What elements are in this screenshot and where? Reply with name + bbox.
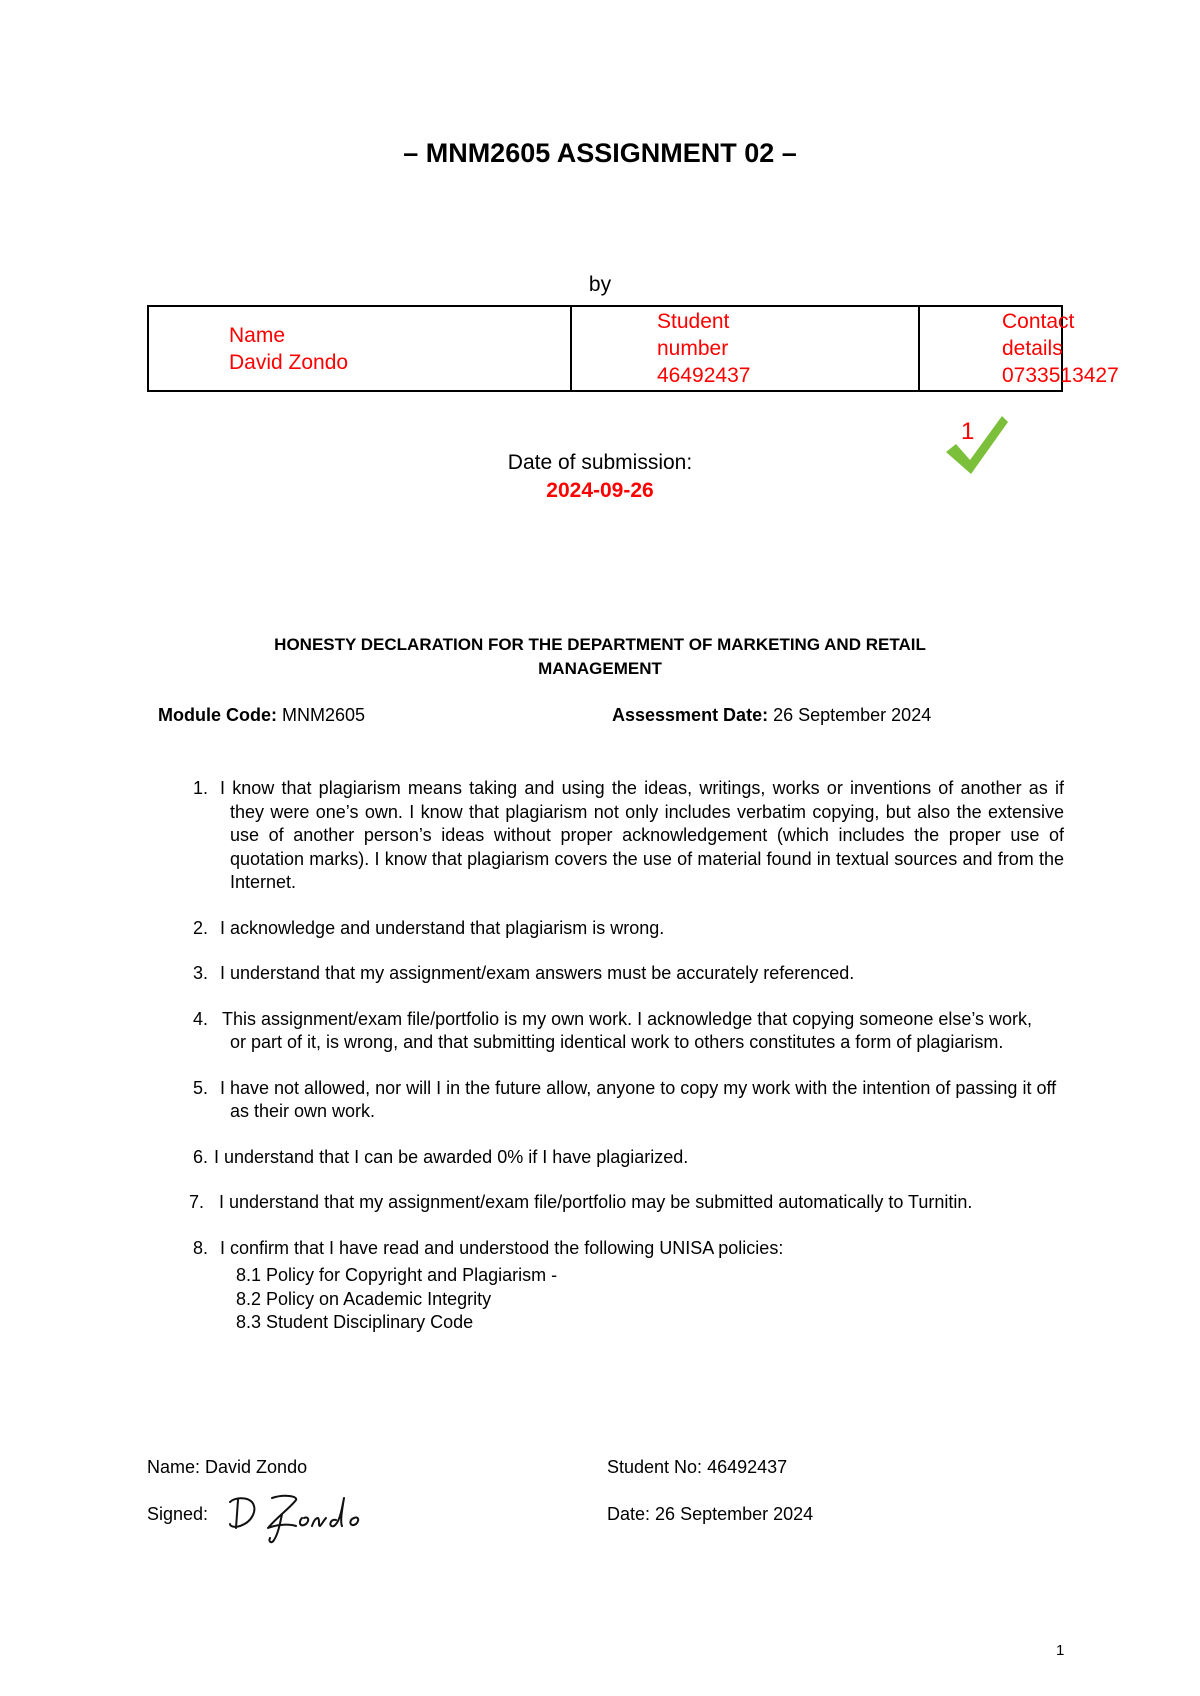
footer-date-label: Date: [607,1504,651,1524]
item-text: I have not allowed, nor will I in the future allow, anyone to copy my work with the intention of passing it off as their own work. [220,1077,1057,1121]
item-text: I acknowledge and understand that plagiarism is wrong. [220,917,665,938]
declaration-item [0,1237,1064,1261]
declaration-list [0,777,1200,1335]
module-code-value: MNM2605 [282,705,366,725]
item-text: I understand that my assignment/exam file/portfolio may be submitted automatically to Turnitin. [219,1192,973,1212]
declaration-title-line2: MANAGEMENT [538,659,662,678]
student-number-cell [571,306,919,391]
policy-item: 8.1 Policy for Copyright and Plagiarism - [236,1265,558,1285]
policy-item: 8.2 Policy on Academic Integrity [236,1288,492,1309]
name-value: David Zondo [229,350,349,374]
item-number: 5. [193,1077,209,1098]
contact-cell [919,306,1119,391]
student-number-value: 46492437 [657,364,751,387]
assessment-date-value: 26 September 2024 [773,705,932,725]
declaration-item [0,917,1064,941]
by-label: by [588,273,612,296]
item-number: 8. [193,1237,209,1258]
assessment-date [612,705,931,726]
declaration-item [0,1191,1064,1215]
declaration-item [0,1008,1040,1055]
footer-date [607,1504,813,1525]
item-number: 1. [193,778,209,798]
student-number-label-line2: number [657,337,729,360]
footer-name-value: David Zondo [205,1457,308,1477]
page-number: 1 [1056,1642,1065,1659]
document-title: – MNM2605 ASSIGNMENT 02 – [403,138,797,168]
module-code [158,705,365,726]
footer-student-no-value: 46492437 [707,1457,788,1477]
item-text: I understand that my assignment/exam answers must be accurately referenced. [220,963,855,983]
item-text: I confirm that I have read and understood the following UNISA policies: [220,1237,784,1258]
assessment-date-label: Assessment Date: [612,705,769,725]
declaration-item [0,1077,1064,1124]
contact-value: 0733513427 [1002,364,1119,387]
policy-list [0,1264,1200,1335]
module-code-label: Module Code: [158,705,277,725]
declaration-item [0,962,1064,986]
contact-label: Contact details [1002,310,1075,360]
submission-date-label: Date of submission: [507,451,693,474]
student-info-table [147,305,1119,392]
submission-date-value: 2024-09-26 [546,479,654,502]
footer-name [147,1457,307,1478]
item-text: I know that plagiarism means taking and using the ideas, writings, works or inventions of another as if they were one’s own. I know that plagiarism not only includes verbatim copying, but also the extensive use of another person’s ideas without proper acknowledgement (which includes the proper use of quotation marks). I know that plagiarism covers the use of material found in textual sources and from the Internet. [220,778,1064,892]
student-number-label-line1: Student [657,310,730,333]
declaration-title [200,633,1000,681]
name-label: Name [229,323,286,347]
item-text: This assignment/exam file/portfolio is my own work. I acknowledge that copying someone else’s work, or part of it, is wrong, and that submitting identical work to others constitutes a form of plagiarism. [222,1008,1033,1052]
item-number: 4. [193,1008,209,1029]
policy-item: 8.3 Student Disciplinary Code [236,1312,474,1332]
footer-name-label: Name: [147,1457,201,1477]
signature-image [224,1488,374,1546]
item-number: 3. [193,963,209,983]
declaration-item [0,1146,1064,1170]
footer-date-value: 26 September 2024 [655,1504,814,1524]
item-number: 7. [189,1192,205,1212]
declaration-item [0,777,1064,895]
item-number: 2. [193,917,209,938]
item-text: I understand that I can be awarded 0% if I have plagiarized. [214,1146,689,1167]
footer-signed-label: Signed: [147,1504,209,1524]
footer-student-no-label: Student No: [607,1457,703,1477]
footer-student-no [607,1457,787,1478]
declaration-title-line1: HONESTY DECLARATION FOR THE DEPARTMENT OF MARKETING AND RETAIL [274,635,926,654]
name-cell [148,306,571,391]
mark-value: 1 [961,418,975,445]
item-number: 6. [193,1146,209,1167]
